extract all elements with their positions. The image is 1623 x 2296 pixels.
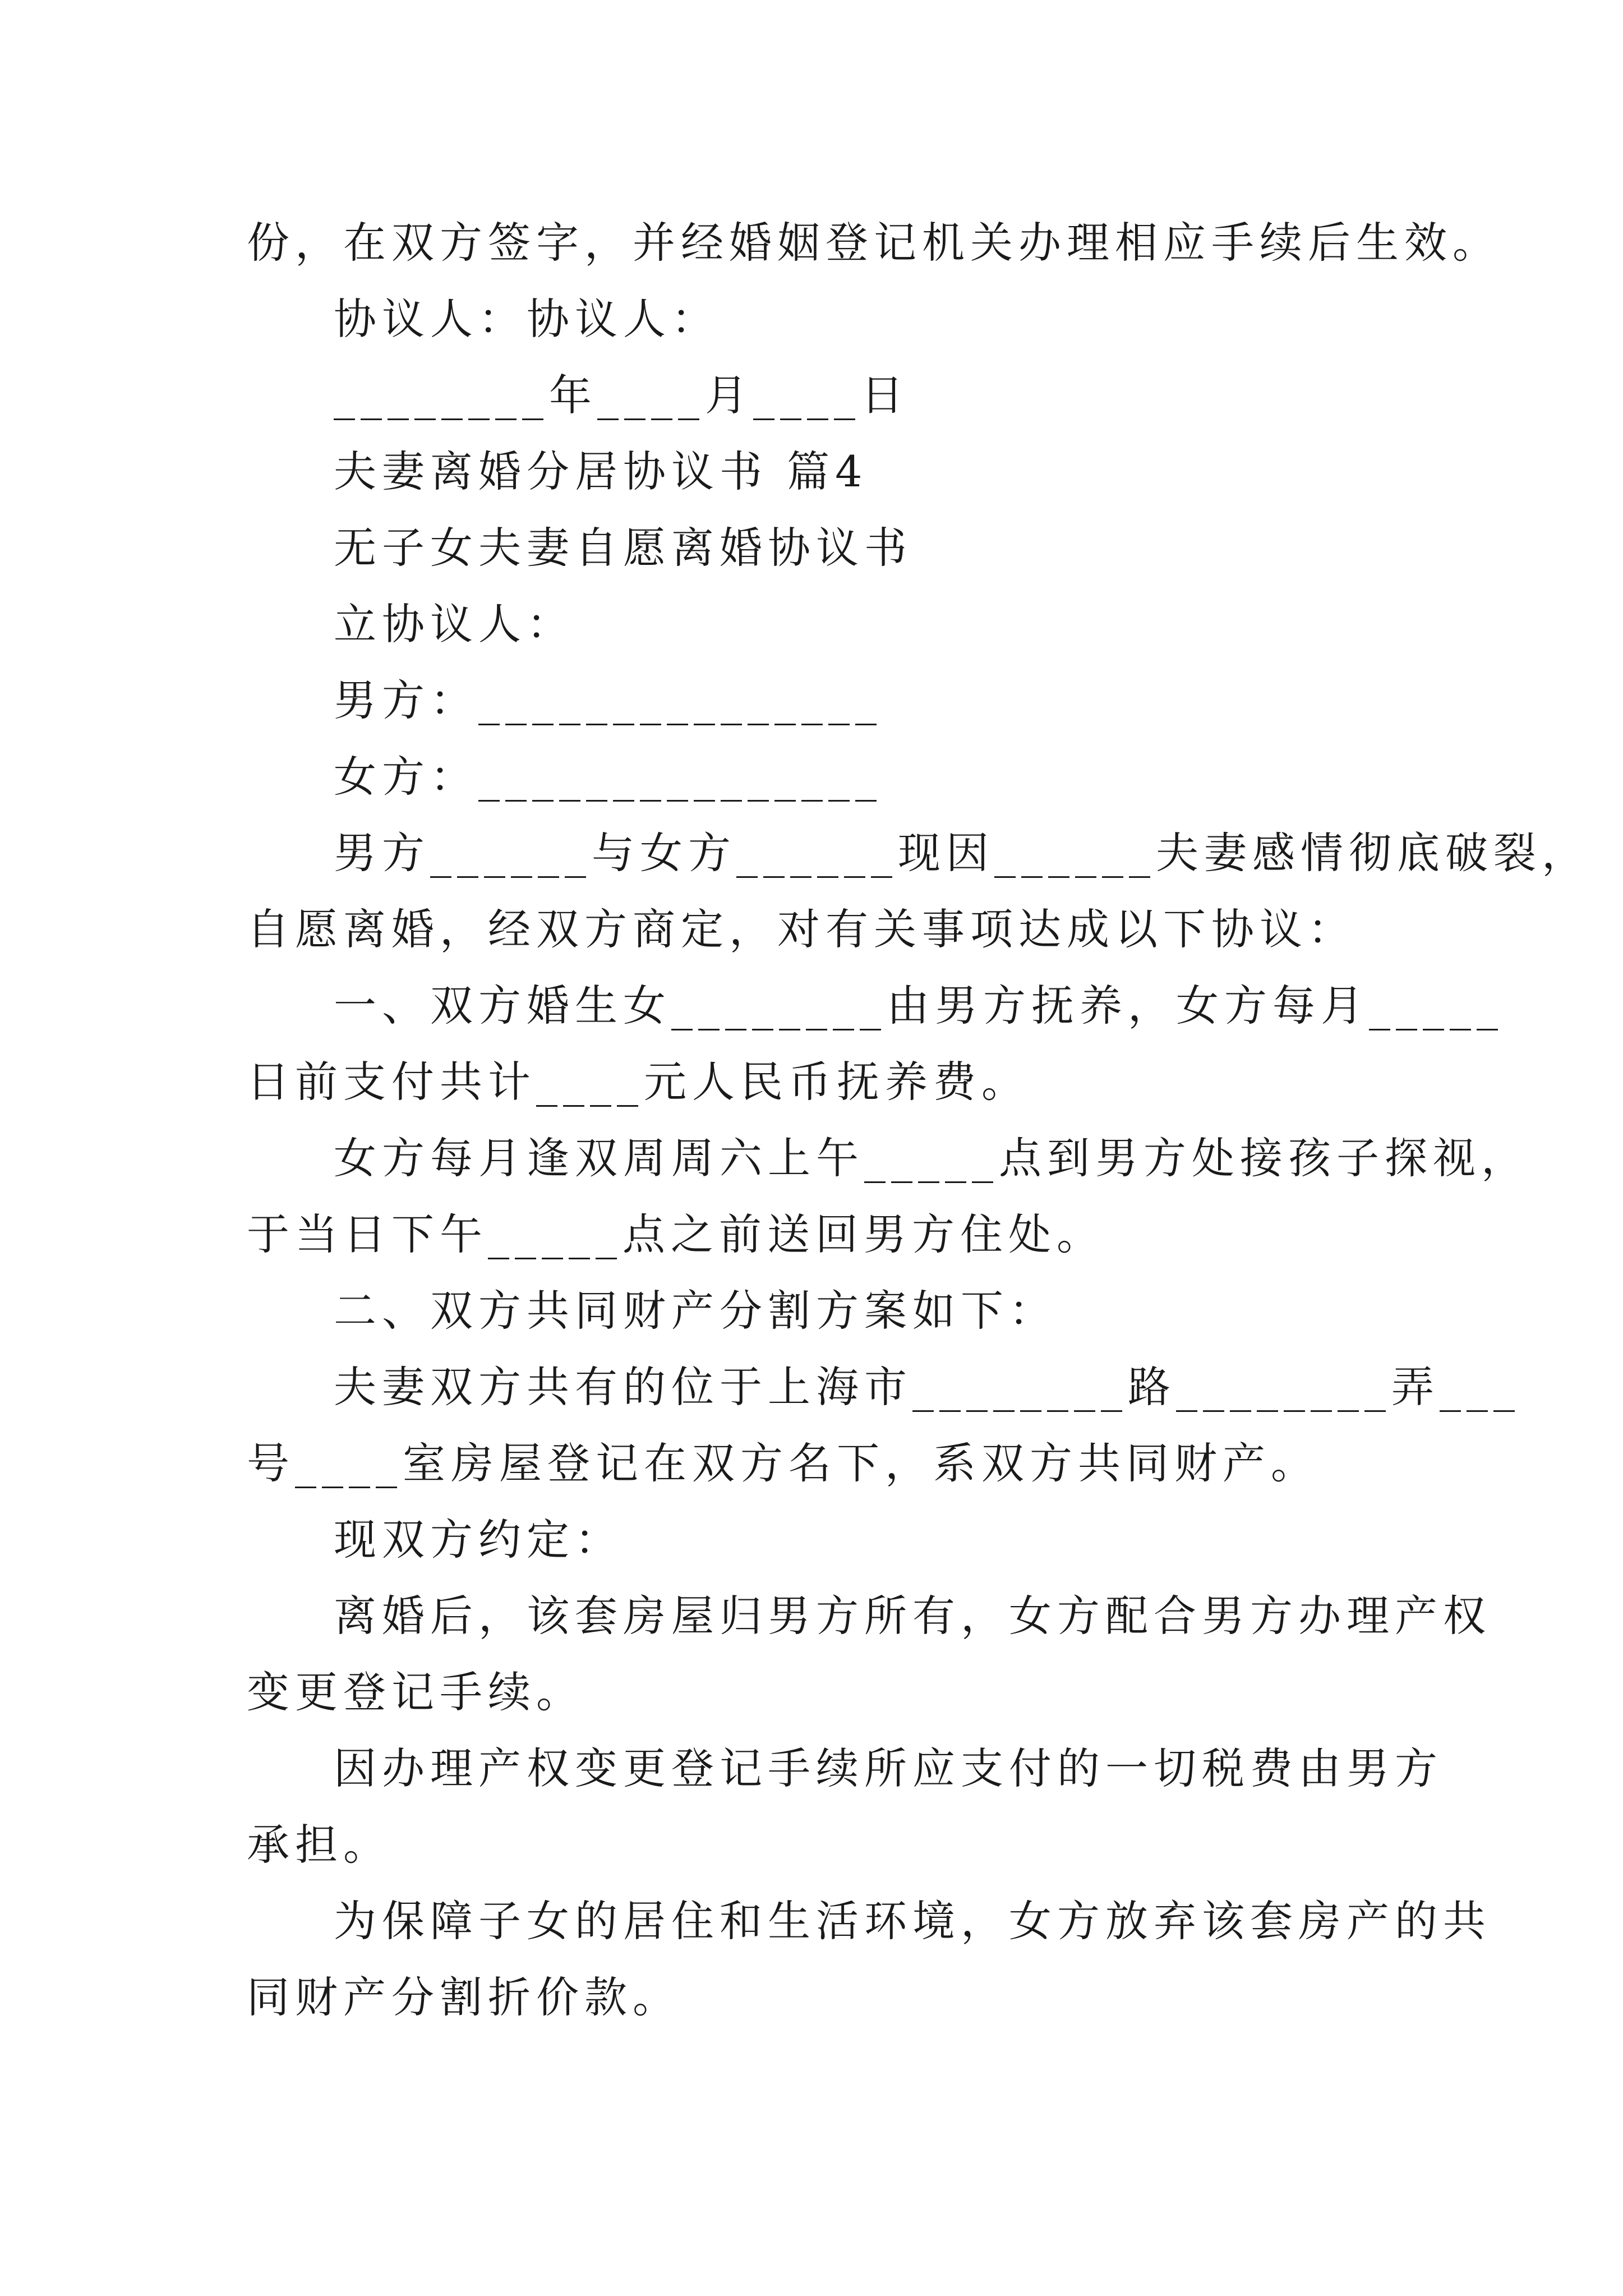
document-title: 无子女夫妻自愿离婚协议书 xyxy=(334,523,912,573)
paragraph-line: 日前支付共计____元人民币抚养费。 xyxy=(247,1057,1030,1107)
paragraph-line: 夫妻双方共有的位于上海市________路________弄___ xyxy=(334,1362,1520,1412)
paragraph-line: 二、双方共同财产分割方案如下： xyxy=(334,1286,1057,1336)
paragraph-line: 女方每月逢双周周六上午_____点到男方处接孩子探视， xyxy=(334,1133,1529,1183)
paragraph-line: 同财产分割折价款。 xyxy=(247,1972,681,2022)
paragraph-line: 于当日下午_____点之前送回男方住处。 xyxy=(247,1209,1105,1259)
paragraph-line: 自愿离婚，经双方商定，对有关事项达成以下协议： xyxy=(247,904,1356,954)
paragraph-line: 承担。 xyxy=(247,1820,391,1870)
paragraph-line: ________年____月____日 xyxy=(334,370,909,420)
paragraph-line: 变更登记手续。 xyxy=(247,1667,584,1717)
paragraph-line: 份，在双方签字，并经婚姻登记机关办理相应手续后生效。 xyxy=(247,218,1501,268)
paragraph-line: 一、双方婚生女________由男方抚养，女方每月_____ xyxy=(334,981,1504,1030)
paragraph-line: 女方：_______________ xyxy=(334,752,882,802)
paragraph-line: 为保障子女的居住和生活环境，女方放弃该套房产的共 xyxy=(334,1896,1491,1946)
paragraph-line: 立协议人： xyxy=(334,599,575,649)
paragraph-line: 离婚后，该套房屋归男方所有，女方配合男方办理产权 xyxy=(334,1591,1491,1641)
paragraph-line: 号____室房屋登记在双方名下，系双方共同财产。 xyxy=(247,1438,1319,1488)
document-body xyxy=(247,205,1590,2036)
paragraph-line: 男方______与女方______现因______夫妻感情彻底破裂， xyxy=(334,828,1590,878)
paragraph-line: 现双方约定： xyxy=(334,1515,623,1565)
paragraph-line: 因办理产权变更登记手续所应支付的一切税费由男方 xyxy=(334,1743,1443,1793)
paragraph-line: 男方：_______________ xyxy=(334,675,882,725)
paragraph-line: 协议人：协议人： xyxy=(334,294,720,344)
section-heading: 夫妻离婚分居协议书 篇4 xyxy=(334,447,868,496)
